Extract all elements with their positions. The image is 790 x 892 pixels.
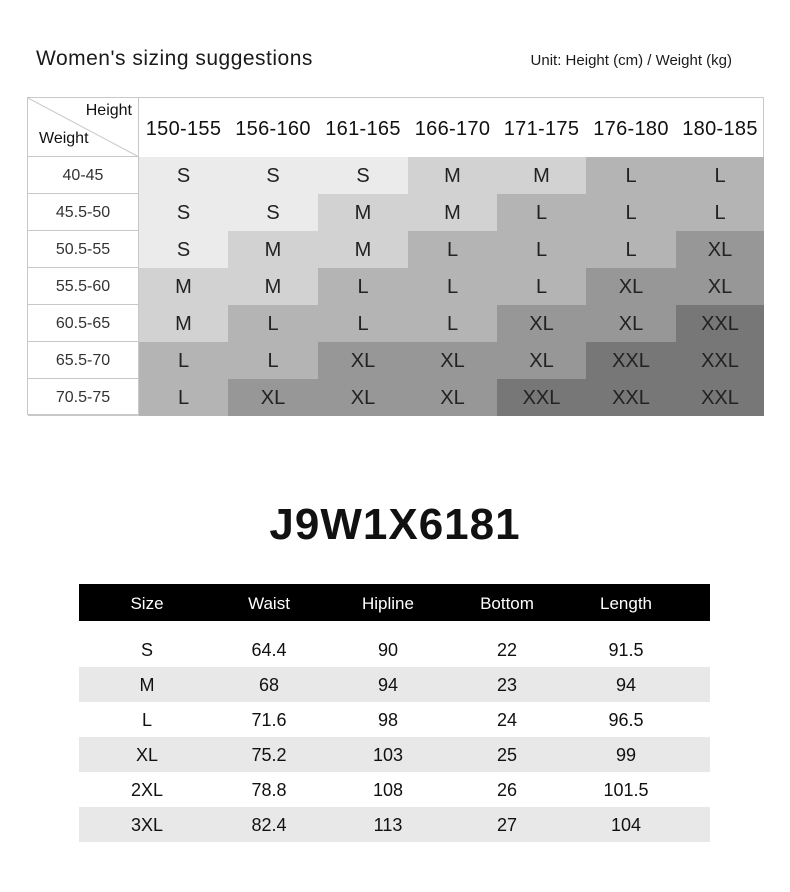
size-cell: L [408,268,497,305]
weight-header: 60.5-65 [28,305,139,342]
size-cell: XXL [586,379,676,416]
spec-header-cell: Length [600,594,652,613]
size-cell: M [228,268,318,305]
spec-cell: 78.8 [251,780,287,800]
size-cell: M [318,231,408,268]
size-cell: S [228,194,318,231]
spec-cell: 96.5 [608,710,644,730]
spec-cell: 75.2 [251,745,287,765]
size-cell: XL [408,379,497,416]
spec-cell: 25 [496,745,518,765]
spec-cell: 22 [496,640,518,660]
spec-cell: M [139,675,155,695]
height-header: 166-170 [414,118,491,140]
page-title: Women's sizing suggestions [36,47,313,70]
height-header: 156-160 [235,118,311,140]
size-cell: L [497,194,586,231]
spec-cell: 113 [373,815,403,835]
corner-height-label: Height [85,102,132,119]
size-cell: L [318,268,408,305]
size-cell: XXL [497,379,586,416]
size-cell: M [497,157,586,194]
product-code: J9W1X6181 [269,500,521,549]
size-cell: XL [497,305,586,342]
spec-cell: 68 [258,675,280,695]
size-cell: M [408,157,497,194]
weight-header: 50.5-55 [28,231,139,268]
height-header: 161-165 [325,118,401,140]
size-cell: XXL [676,379,764,416]
size-cell: L [408,305,497,342]
spec-row [79,667,710,702]
spec-row [79,807,710,842]
spec-cell: L [141,710,152,730]
size-cell: L [676,194,764,231]
size-cell: XL [228,379,318,416]
size-cell: L [318,305,408,342]
size-cell: L [497,231,586,268]
weight-header: 40-45 [28,157,139,194]
spec-gap [79,621,710,632]
size-cell: S [139,157,228,194]
spec-header-cell: Waist [248,594,290,613]
height-header: 171-175 [503,118,580,140]
spec-cell: 23 [496,675,518,695]
size-cell: L [139,342,228,379]
height-header: 180-185 [682,118,758,140]
grid-corner [28,98,139,157]
spec-row [79,702,710,737]
spec-cell: 103 [372,745,404,765]
spec-header-row [79,584,710,621]
spec-header-cell: Hipline [362,594,414,613]
spec-cell: 108 [372,780,404,800]
spec-cell: 101.5 [603,780,649,800]
size-cell: XXL [676,342,764,379]
size-cell: M [139,268,228,305]
size-cell: XL [318,342,408,379]
spec-cell: 94 [377,675,399,695]
size-cell: M [139,305,228,342]
spec-cell: 98 [377,710,399,730]
size-cell: M [408,194,497,231]
size-cell: XL [586,268,676,305]
size-cell: XL [586,305,676,342]
size-cell: S [139,231,228,268]
spec-cell: XL [135,745,159,765]
spec-header-cell: Bottom [480,594,534,613]
spec-row [79,632,710,667]
spec-cell: 94 [615,675,637,695]
size-cell: L [586,194,676,231]
spec-row [79,737,710,772]
spec-cell: S [140,640,153,660]
size-cell: S [318,157,408,194]
spec-table [79,584,710,842]
size-cell: XL [497,342,586,379]
size-cell: XL [676,231,764,268]
spec-cell: 24 [496,710,518,730]
weight-header: 45.5-50 [28,194,139,231]
spec-cell: 27 [496,815,518,835]
spec-row [79,772,710,807]
size-cell: L [497,268,586,305]
size-cell: S [139,194,228,231]
size-cell: M [318,194,408,231]
size-cell: L [139,379,228,416]
size-cell: XL [676,268,764,305]
spec-cell: 2XL [130,780,164,800]
unit-note: Unit: Height (cm) / Weight (kg) [530,52,732,69]
spec-cell: 71.6 [251,710,287,730]
spec-cell: 104 [610,815,642,835]
size-cell: L [586,157,676,194]
size-cell: M [228,231,318,268]
corner-weight-label: Weight [39,130,89,147]
spec-body [79,632,710,842]
sizing-grid [27,97,764,415]
size-cell: L [228,305,318,342]
weight-header: 55.5-60 [28,268,139,305]
spec-cell: 82.4 [251,815,287,835]
spec-header-cell: Size [130,594,164,613]
size-cell: L [228,342,318,379]
size-cell: S [228,157,318,194]
height-header: 176-180 [593,118,669,140]
size-cell: L [676,157,764,194]
size-cell: XL [318,379,408,416]
size-cell: L [408,231,497,268]
spec-cell: 3XL [130,815,164,835]
size-cell: XXL [676,305,764,342]
spec-cell: 64.4 [251,640,287,660]
weight-header: 70.5-75 [28,379,139,416]
spec-cell: 90 [377,640,399,660]
size-cell: XXL [586,342,676,379]
size-cell: L [586,231,676,268]
spec-cell: 26 [496,780,518,800]
height-header: 150-155 [145,118,222,140]
size-cell: XL [408,342,497,379]
spec-cell: 99 [615,745,637,765]
weight-header: 65.5-70 [28,342,139,379]
spec-cell: 91.5 [608,640,644,660]
